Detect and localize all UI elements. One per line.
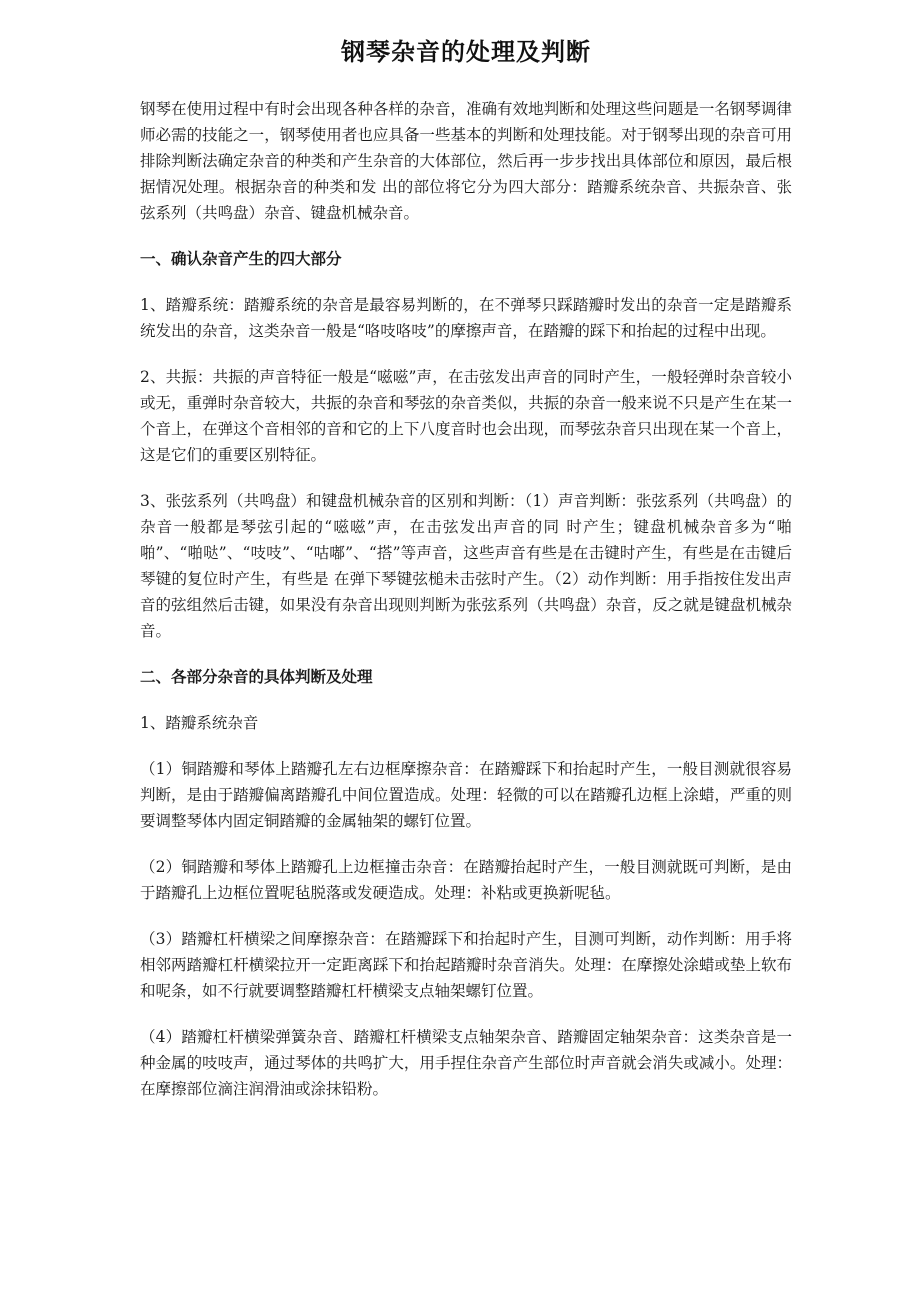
document-body bbox=[140, 96, 792, 1102]
body-paragraph: （1）铜踏瓣和琴体上踏瓣孔左右边框摩擦杂音：在踏瓣踩下和抬起时产生，一般目测就很容易判断，是由于踏瓣偏离踏瓣孔中间位置造成。处理：轻微的可以在踏瓣孔边框上涂蜡，严重的则要调整琴体内固定铜踏瓣的金属轴架的螺钉位置。 bbox=[140, 760, 792, 830]
document-page bbox=[140, 34, 792, 1122]
body-paragraph: 1、踏瓣系统：踏瓣系统的杂音是最容易判断的，在不弹琴只踩踏瓣时发出的杂音一定是踏瓣系统发出的杂音，这类杂音一般是“咯吱咯吱”的摩擦声音，在踏瓣的踩下和抬起的过程中出现。 bbox=[140, 296, 792, 340]
section-heading: 一、确认杂音产生的四大部分 bbox=[140, 249, 342, 268]
body-paragraph: （4）踏瓣杠杆横梁弹簧杂音、踏瓣杠杆横梁支点轴架杂音、踏瓣固定轴架杂音：这类杂音是一种金属的吱吱声，通过琴体的共鸣扩大，用手捏住杂音产生部位时声音就会消失或减小。处理：在摩擦部位滴注润滑油或涂抹铅粉。 bbox=[140, 1028, 792, 1098]
body-paragraph: 2、共振：共振的声音特征一般是“嗞嗞”声，在击弦发出声音的同时产生，一般轻弹时杂音较小或无，重弹时杂音较大，共振的杂音和琴弦的杂音类似，共振的杂音一般来说不只是产生在某一个音上，在弹这个音相邻的音和它的上下八度音时也会出现，而琴弦杂音只出现在某一个音上，这是它们的重要区别特征。 bbox=[140, 368, 792, 464]
section-heading: 二、各部分杂音的具体判断及处理 bbox=[140, 667, 373, 686]
document-title: 钢琴杂音的处理及判断 bbox=[341, 38, 591, 66]
body-paragraph: （2）铜踏瓣和琴体上踏瓣孔上边框撞击杂音：在踏瓣抬起时产生，一般目测就既可判断，是由于踏瓣孔上边框位置呢毡脱落或发硬造成。处理：补粘或更换新呢毡。 bbox=[140, 858, 792, 902]
body-paragraph: 1、踏瓣系统杂音 bbox=[140, 714, 259, 732]
body-paragraph: 钢琴在使用过程中有时会出现各种各样的杂音，准确有效地判断和处理这些问题是一名钢琴调律师必需的技能之一，钢琴使用者也应具备一些基本的判断和处理技能。对于钢琴出现的杂音可用排除判断法确定杂音的种类和产生杂音的大体部位，然后再一步步找出具体部位和原因，最后根据情况处理。根据杂音的种类和发 出的部位将它分为四大部分：踏瓣系统杂音、共振杂音、张弦系列（共鸣盘）杂音、键盘机械杂音。 bbox=[140, 100, 792, 222]
body-paragraph: （3）踏瓣杠杆横梁之间摩擦杂音：在踏瓣踩下和抬起时产生，目测可判断，动作判断：用手将相邻两踏瓣杠杆横梁拉开一定距离踩下和抬起踏瓣时杂音消失。处理：在摩擦处涂蜡或垫上软布和呢条，如不行就要调整踏瓣杠杆横梁支点轴架螺钉位置。 bbox=[140, 930, 792, 1000]
body-paragraph: 3、张弦系列（共鸣盘）和键盘机械杂音的区别和判断：（1）声音判断：张弦系列（共鸣盘）的杂音一般都是琴弦引起的“嗞嗞”声，在击弦发出声音的同 时产生；键盘机械杂音多为“啪啪”、“啪哒”、“吱吱”、“咕嘟”、“搭”等声音，这些声音有些是在击键时产生，有些是在击键后琴键的复位时产生，有些是 在弹下琴键弦槌未击弦时产生。（2）动作判断：用手指按住发出声音的弦组然后击键，如果没有杂音出现则判断为张弦系列（共鸣盘）杂音，反之就是键盘机械杂 音。 bbox=[140, 492, 792, 640]
